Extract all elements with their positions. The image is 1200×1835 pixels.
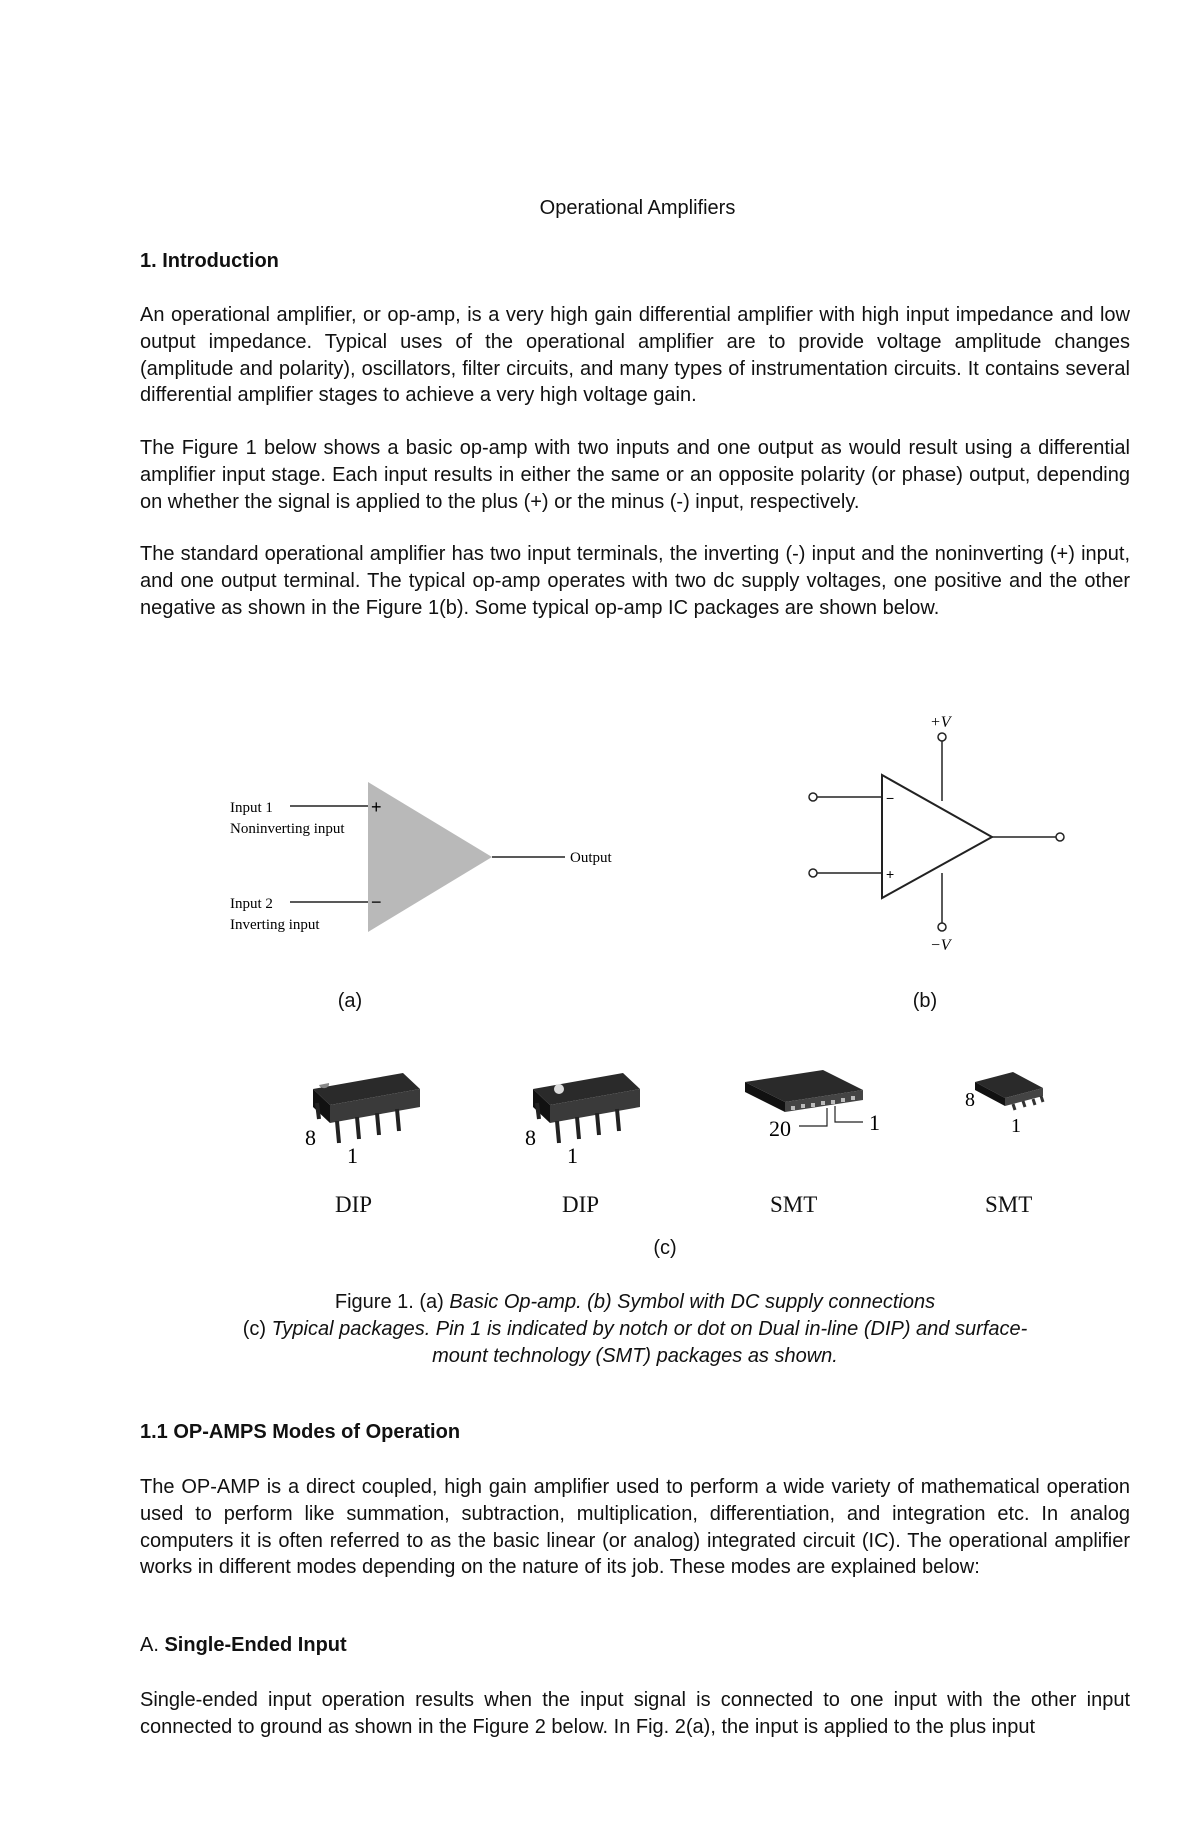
section-heading-single-ended xyxy=(140,1634,347,1657)
figure-1b-opamp-symbol xyxy=(790,705,1080,965)
symbol-plus-sign: + xyxy=(886,866,895,882)
plus-sign: + xyxy=(371,797,382,817)
caption-line-1-italic: Basic Op-amp. (b) Symbol with DC supply connections xyxy=(449,1291,936,1313)
smt8-pin1-label: 1 xyxy=(1011,1115,1021,1137)
symbol-minus-sign: − xyxy=(886,790,895,806)
output-label: Output xyxy=(570,850,612,866)
noninverting-input-terminal xyxy=(809,869,817,877)
dip-package-1-name: DIP xyxy=(335,1192,373,1217)
input2-label: Input 2 xyxy=(230,896,273,912)
section-heading-modes-of-operation: 1.1 OP-AMPS Modes of Operation xyxy=(140,1421,461,1443)
dip2-pin1-label: 1 xyxy=(567,1143,578,1165)
smt20-pin20-label: 20 xyxy=(769,1116,791,1141)
positive-supply-terminal xyxy=(938,733,946,741)
minus-sign: − xyxy=(371,892,382,912)
figure-1a-basic-opamp xyxy=(220,770,640,950)
figure-1b-label: (b) xyxy=(912,990,938,1012)
smt-package-8pin-drawing xyxy=(955,1060,1075,1160)
caption-line-1 xyxy=(140,1289,1130,1316)
intro-paragraph-3: The standard operational amplifier has two input terminals, the inverting (-) input and the noninverting (+) input, and one output terminal. The typical op-amp operates with two dc supply voltages, one positive and the other negative as shown in the Figure 1(b). Some typical op-amp IC packages are shown below. xyxy=(140,543,1130,619)
dip2-pin8-label: 8 xyxy=(525,1125,536,1150)
smt-package-8pin-name: SMT xyxy=(985,1192,1033,1217)
intro-paragraph-2: The Figure 1 below shows a basic op-amp with two inputs and one output as would result using a differential amplifier input stage. Each input results in either the same or an opposite polarity (or phase) output, depending on whether the signal is applied to the plus (+) or the minus (-) input, respectively. xyxy=(140,437,1130,513)
caption-line-2-prefix: (c) xyxy=(242,1317,272,1340)
opamp-triangle-shape xyxy=(368,782,492,932)
positive-supply-label: +V xyxy=(930,714,951,731)
caption-line-1-prefix: Figure 1. (a) xyxy=(334,1291,450,1313)
figure-1c-label: (c) xyxy=(653,1237,677,1259)
dip-package-2-drawing xyxy=(515,1055,665,1165)
dip1-pin1-label: 1 xyxy=(347,1143,358,1165)
intro-paragraph-1: An operational amplifier, or op-amp, is a very high gain differential amplifier with high input impedance and low output impedance. Typical uses of the operational amplifier are to provide voltage amplitude changes (amplitude and polarity), oscillators, filter circuits, and many types of instrumentation circuits. It contains several differential amplifier stages to achieve a very high voltage gain. xyxy=(140,304,1130,407)
caption-line-2 xyxy=(140,1316,1130,1343)
symbol-output-terminal xyxy=(1056,833,1064,841)
modes-paragraph-1: The OP-AMP is a direct coupled, high gain amplifier used to perform a wide variety of mathematical operation used to perform like summation, subtraction, multiplication, differentiation, and integration etc. In analog computers it is often referred to as the basic linear (or analog) integrated circuit (IC). The operational amplifier works in different modes depending on the nature of its job. These modes are explained below: xyxy=(140,1476,1130,1579)
smt8-pin8-label: 8 xyxy=(965,1089,975,1111)
smt20-pin20-leader xyxy=(799,1108,827,1126)
figure-1a-label: (a) xyxy=(337,990,363,1012)
opamp-symbol-triangle xyxy=(882,775,992,898)
smt20-pin1-leader xyxy=(835,1106,863,1122)
input1-label: Input 1 xyxy=(230,800,273,816)
dip1-pin8-label: 8 xyxy=(305,1125,316,1150)
section-heading-introduction: 1. Introduction xyxy=(140,250,279,272)
negative-supply-label: −V xyxy=(930,937,951,954)
smt-package-20pin-drawing xyxy=(735,1060,905,1160)
negative-supply-terminal xyxy=(938,923,946,931)
dip-package-2-name: DIP xyxy=(562,1192,600,1217)
smt-package-20pin-name: SMT xyxy=(770,1192,818,1217)
caption-line-2-italic: Typical packages. Pin 1 is indicated by notch or dot on Dual in-line (DIP) and surface- xyxy=(271,1317,1028,1340)
inverting-input-label: Inverting input xyxy=(230,917,320,933)
document-title: Operational Amplifiers xyxy=(539,197,736,219)
inverting-input-terminal xyxy=(809,793,817,801)
smt20-pin1-label: 1 xyxy=(869,1110,880,1135)
caption-line-3 xyxy=(140,1343,1130,1370)
dip2-pin1-dot xyxy=(554,1084,564,1094)
figure-1-caption xyxy=(140,1289,1130,1369)
caption-line-3-italic: mount technology (SMT) packages as shown. xyxy=(432,1344,838,1367)
noninverting-input-label: Noninverting input xyxy=(230,821,345,837)
dip-package-1-drawing xyxy=(295,1055,445,1165)
single-ended-paragraph-1: Single-ended input operation results when the input signal is connected to one input with the other input connected to ground as shown in the Figure 2 below. In Fig. 2(a), the input is applied to the plus input xyxy=(140,1689,1130,1738)
single-ended-heading-text: Single-Ended Input xyxy=(164,1634,347,1656)
single-ended-prefix: A. xyxy=(140,1634,165,1656)
